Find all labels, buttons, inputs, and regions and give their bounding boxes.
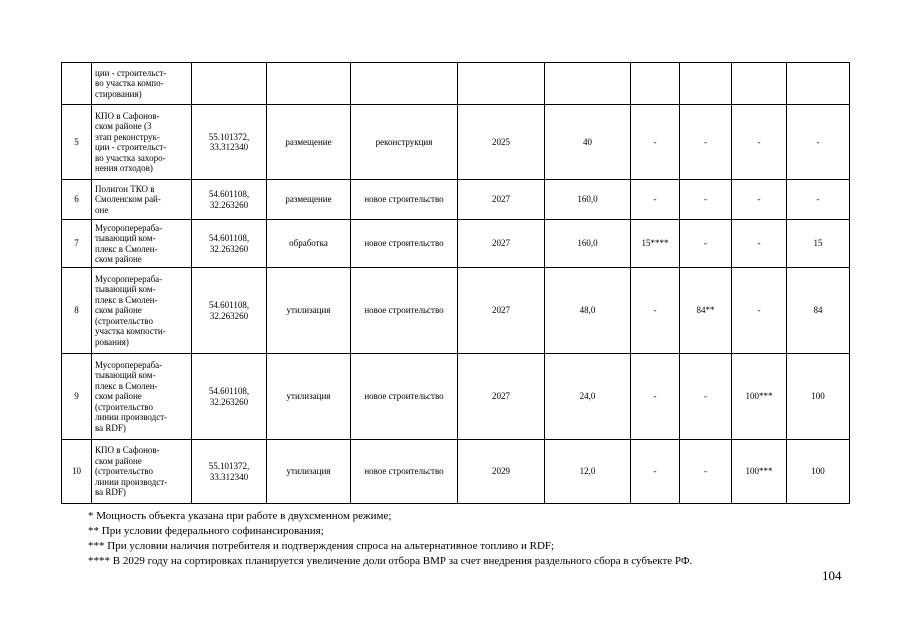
table-row: [62, 220, 850, 268]
value-2: -: [680, 440, 732, 504]
footnotes: [88, 509, 692, 569]
value-4: 100: [787, 354, 850, 440]
year: 2027: [458, 220, 545, 268]
footnote: *** При условии наличия потребителя и подтверждения спроса на альтернативное топливо и RDF;: [88, 540, 555, 552]
value-3: 100***: [732, 354, 787, 440]
table-row: [62, 268, 850, 354]
value-2: [680, 63, 732, 105]
value-4: 100: [787, 440, 850, 504]
value-3: -: [732, 268, 787, 354]
value-3: -: [732, 180, 787, 220]
value-4: 84: [787, 268, 850, 354]
value-4: -: [787, 105, 850, 180]
activity-type: размещение: [267, 105, 351, 180]
capacity: 12,0: [545, 440, 631, 504]
row-number: 7: [62, 220, 92, 268]
year: 2027: [458, 354, 545, 440]
coordinates: [192, 63, 267, 105]
work-type: новое строительство: [351, 354, 458, 440]
footnote: * Мощность объекта указана при работе в двухсменном режиме;: [88, 510, 392, 522]
row-number: 8: [62, 268, 92, 354]
row-number: 9: [62, 354, 92, 440]
table-row: [62, 354, 850, 440]
capacity: 160,0: [545, 220, 631, 268]
coordinates: 55.101372, 33.312340: [192, 440, 267, 504]
value-4: [787, 63, 850, 105]
activity-type: размещение: [267, 180, 351, 220]
capacity: [545, 63, 631, 105]
work-type: новое строительство: [351, 440, 458, 504]
activity-type: утилизация: [267, 354, 351, 440]
activity-type: обработка: [267, 220, 351, 268]
value-1: 15****: [631, 220, 680, 268]
value-1: -: [631, 180, 680, 220]
value-2: -: [680, 180, 732, 220]
coordinates: 55.101372, 33.312340: [192, 105, 267, 180]
value-3: 100***: [732, 440, 787, 504]
table-row: [62, 105, 850, 180]
facilities-table: [61, 62, 850, 504]
row-number: [62, 63, 92, 105]
work-type: новое строительство: [351, 180, 458, 220]
year: [458, 63, 545, 105]
capacity: 40: [545, 105, 631, 180]
coordinates: 54.601108, 32.263260: [192, 354, 267, 440]
object-name: Полигон ТКО в Смоленском рай- оне: [92, 180, 192, 220]
work-type: новое строительство: [351, 220, 458, 268]
capacity: 24,0: [545, 354, 631, 440]
value-1: -: [631, 268, 680, 354]
work-type: [351, 63, 458, 105]
object-name: ции - строительст- во участка компо- стирования): [92, 63, 192, 105]
value-1: [631, 63, 680, 105]
table-row: [62, 440, 850, 504]
coordinates: 54.601108, 32.263260: [192, 220, 267, 268]
value-2: -: [680, 105, 732, 180]
capacity: 48,0: [545, 268, 631, 354]
object-name: Мусороперераба- тывающий ком- плекс в Смолен- ском районе (строительство линии производст- ва RDF): [92, 354, 192, 440]
value-3: -: [732, 105, 787, 180]
work-type: новое строительство: [351, 268, 458, 354]
object-name: КПО в Сафонов- ском районе (строительство линии производст- ва RDF): [92, 440, 192, 504]
table-row: [62, 63, 850, 105]
activity-type: [267, 63, 351, 105]
value-4: -: [787, 180, 850, 220]
row-number: 10: [62, 440, 92, 504]
value-3: [732, 63, 787, 105]
row-number: 6: [62, 180, 92, 220]
activity-type: утилизация: [267, 268, 351, 354]
value-4: 15: [787, 220, 850, 268]
page-number: 104: [822, 568, 842, 583]
object-name: КПО в Сафонов- ском районе (3 этап реконструк- ции - строительст- во участка захоро- нения отходов): [92, 105, 192, 180]
table-row: [62, 180, 850, 220]
table-body: [62, 63, 850, 504]
object-name: Мусороперераба- тывающий ком- плекс в Смолен- ском районе (строительство участка компости- рования): [92, 268, 192, 354]
value-1: -: [631, 354, 680, 440]
activity-type: утилизация: [267, 440, 351, 504]
footnote: ** При условии федерального софинансирования;: [88, 525, 324, 537]
year: 2027: [458, 268, 545, 354]
capacity: 160,0: [545, 180, 631, 220]
value-1: -: [631, 105, 680, 180]
work-type: реконструкция: [351, 105, 458, 180]
value-1: -: [631, 440, 680, 504]
value-3: -: [732, 220, 787, 268]
value-2: -: [680, 354, 732, 440]
year: 2029: [458, 440, 545, 504]
year: 2027: [458, 180, 545, 220]
footnote: **** В 2029 году на сортировках планируется увеличение доли отбора ВМР за счет внедрения раздельного сбора в субъекте РФ.: [88, 555, 693, 567]
value-2: 84**: [680, 268, 732, 354]
year: 2025: [458, 105, 545, 180]
coordinates: 54.601108, 32.263260: [192, 268, 267, 354]
coordinates: 54.601108, 32.263260: [192, 180, 267, 220]
object-name: Мусороперераба- тывающий ком- плекс в Смолен- ском районе: [92, 220, 192, 268]
value-2: -: [680, 220, 732, 268]
row-number: 5: [62, 105, 92, 180]
